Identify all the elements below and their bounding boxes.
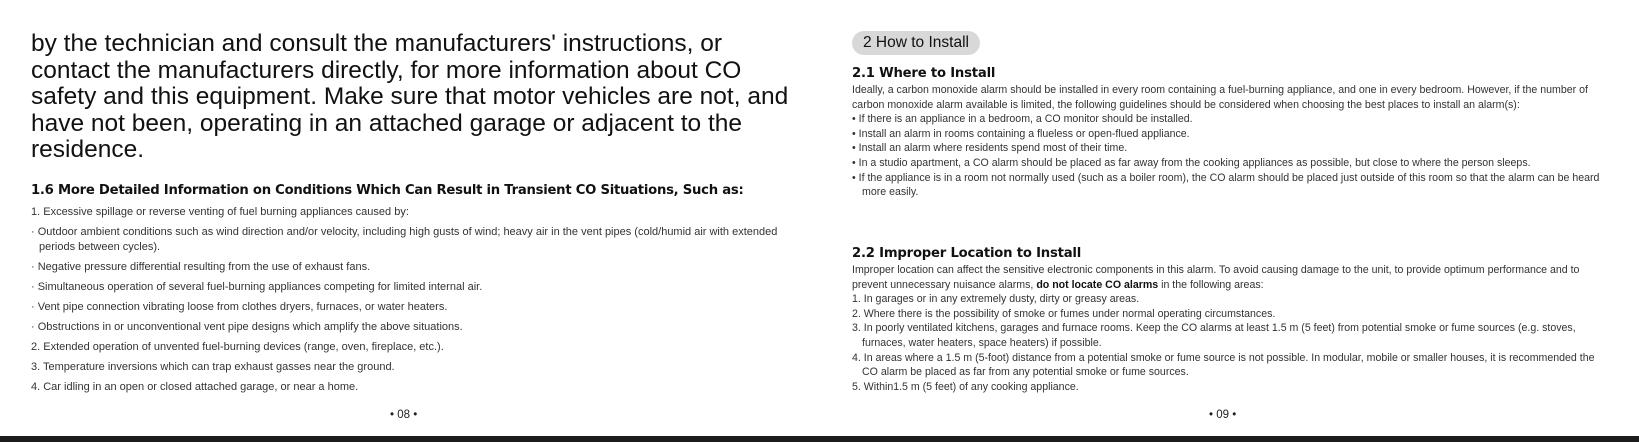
list-item: 2. Extended operation of unvented fuel-burning devices (range, oven, fireplace, etc.). (31, 341, 444, 353)
left-page (0, 0, 812, 436)
list-item: 3. Temperature inversions which can trap exhaust gasses near the ground. (31, 361, 395, 373)
page-number-right: • 09 • (1209, 409, 1237, 421)
list-item: • If there is an appliance in a bedroom, a CO monitor should be installed. (852, 113, 1193, 126)
list-item: • In a studio apartment, a CO alarm should be placed as far away from the cooking appliances as possible, but close to where the person sleeps. (852, 156, 1531, 169)
list-item: · Simultaneous operation of several fuel-burning appliances competing for limited internal air. (31, 281, 483, 293)
list-item: 4. Car idling in an open or closed attached garage, or near a home. (31, 381, 359, 393)
improper-intro-bold: do not locate CO alarms (1036, 278, 1159, 291)
list-item: 5. Within1.5 m (5 feet) of any cooking appliance. (852, 380, 1079, 393)
improper-intro-text: Improper location can affect the sensitive electronic components in this alarm. To avoid causing damage to the unit, to provide optimum performance and to prevent unnecessary nuisance alarms, (852, 264, 1580, 291)
where-intro: Ideally, a carbon monoxide alarm should be installed in every room containing a fuel-burning appliance, and one in every bedroom. However, if the number of carbon monoxide alarm available is limited, the following guidelines should be considered when choosing the best places to install an alarm(s): (852, 84, 1588, 111)
intro-paragraph: by the technician and consult the manufacturers' instructions, or contact the manufacturers directly, for more information about CO safety and this equipment. Make sure that motor vehicles are not, and have not been, operating in an attached garage or adjacent to the residence. (31, 30, 789, 163)
list-item: 2. Where there is the possibility of smoke or fumes under normal operating circumstances. (852, 307, 1276, 320)
bottom-border (0, 436, 1639, 442)
list-item: · Outdoor ambient conditions such as wind direction and/or velocity, including high gusts of wind; heavy air in the vent pipes (cold/humid air with extended periods between cycles). (31, 226, 778, 253)
conditions-list (31, 205, 791, 400)
section-heading-2-1: 2.1 Where to Install (852, 66, 996, 81)
list-item: · Obstructions in or unconventional vent pipe designs which amplify the above situations. (31, 321, 463, 333)
list-item: · Negative pressure differential resulting from the use of exhaust fans. (31, 261, 371, 273)
improper-location-section (852, 263, 1612, 394)
list-item: • If the appliance is in a room not normally used (such as a boiler room), the CO alarm should be placed just outside of this room so that the alarm can be heard more easily. (852, 171, 1600, 199)
where-list (852, 112, 1612, 200)
section-heading-1-6: 1.6 More Detailed Information on Conditions Which Can Result in Transient CO Situations, Such as: (31, 183, 744, 198)
list-item: · Vent pipe connection vibrating loose from clothes dryers, furnaces, or water heaters. (31, 301, 448, 313)
where-to-install-section (852, 83, 1612, 200)
page-number-left: • 08 • (390, 409, 418, 421)
list-item: 4. In areas where a 1.5 m (5-foot) distance from a potential smoke or fume source is not possible. In modular, mobile or smaller houses, it is recommended the CO alarm be placed as far from any potential smoke or fume sources. (852, 351, 1595, 379)
list-item: • Install an alarm in rooms containing a flueless or open-flued appliance. (852, 127, 1190, 140)
section-heading-2-2: 2.2 Improper Location to Install (852, 246, 1082, 261)
list-item: 3. In poorly ventilated kitchens, garages and furnace rooms. Keep the CO alarms at least 1.5 m (5 feet) from potential smoke or fume sources (e.g. stoves, furnaces, water heaters, space heaters) if possible. (852, 322, 1576, 349)
list-item: • Install an alarm where residents spend most of their time. (852, 142, 1128, 155)
improper-list (852, 292, 1612, 394)
chapter-pill: 2 How to Install (852, 31, 980, 55)
improper-intro-end: in the following areas: (1158, 278, 1264, 291)
list-item: 1. In garages or in any extremely dusty, dirty or greasy areas. (852, 293, 1140, 306)
list-item: 1. Excessive spillage or reverse venting of fuel burning appliances caused by: (31, 206, 409, 218)
improper-intro (852, 263, 1612, 292)
